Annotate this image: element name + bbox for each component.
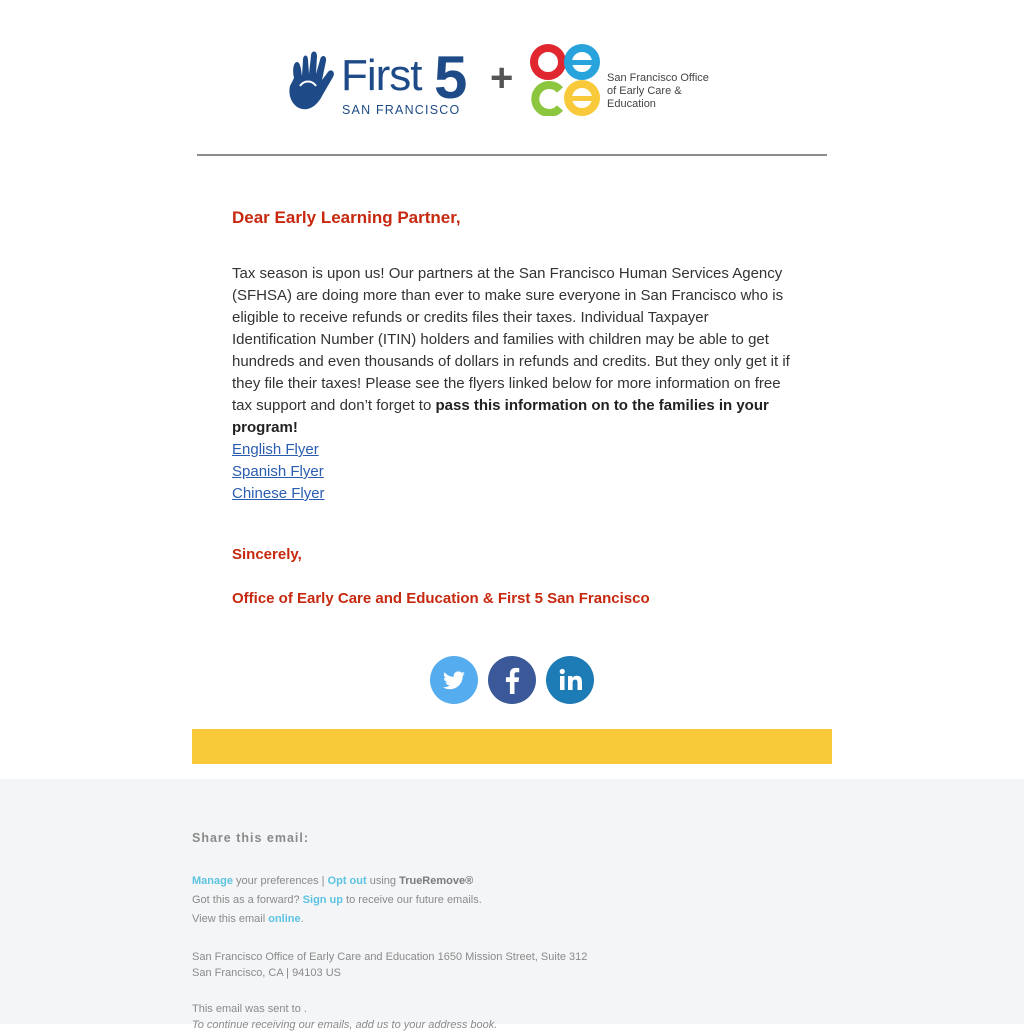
manage-link[interactable]: Manage (192, 875, 233, 887)
plus-sign: + (490, 56, 514, 100)
spanish-flyer-link[interactable]: Spanish Flyer (232, 463, 324, 480)
address-line-2: San Francisco, CA | 94103 US (192, 967, 341, 979)
twitter-button[interactable] (430, 656, 478, 704)
forward-line (192, 893, 482, 907)
first5-number: 5 (434, 44, 468, 111)
preferences-line (192, 874, 473, 888)
flyer-links (232, 439, 325, 505)
greeting: Dear Early Learning Partner, (232, 208, 461, 227)
paragraph-bold-text: pass this information on to the families in your program! (232, 397, 769, 436)
address-line-1: San Francisco Office of Early Care and Education 1650 Mission Street, Suite 312 (192, 951, 588, 963)
footer (0, 779, 1024, 1031)
paragraph-text: Tax season is upon us! Our partners at the San Francisco Human Services Agency (SFHSA) are doing more than ever to make sure everyone in San Francisco who is eligible to receive refunds or credits files their taxes. Individual Taxpayer Identification Number (ITIN) holders and families with children may be able to get hundreds and even thousands of dollars in refunds and credits. But they only get it if they file their taxes! Please see the flyers linked below for more information on free tax support and don’t forget to (232, 265, 790, 414)
opt-out-link[interactable]: Opt out (327, 875, 367, 887)
sent-to-line: This email was sent to . (192, 1003, 307, 1015)
view-prefix: View this email (192, 913, 269, 925)
signature: Office of Early Care and Education & First 5 San Francisco (232, 590, 650, 607)
oece-wordmark (607, 72, 731, 111)
closing: Sincerely, (232, 546, 302, 563)
header-divider (197, 154, 827, 156)
first5-logo (286, 44, 478, 118)
linkedin-button[interactable] (546, 656, 594, 704)
chinese-flyer-link[interactable]: Chinese Flyer (232, 485, 325, 502)
share-label: Share this email: (192, 831, 310, 845)
oece-line-1: San Francisco Office (607, 72, 709, 84)
sign-up-link[interactable]: Sign up (302, 894, 343, 906)
trueremove-text: TrueRemove® (399, 875, 474, 887)
linkedin-icon (546, 656, 594, 704)
facebook-button[interactable] (488, 656, 536, 704)
oece-logo (530, 44, 602, 116)
preferences-text: your preferences | (232, 875, 328, 887)
social-links (430, 656, 595, 704)
first5-subtitle: SAN FRANCISCO (342, 103, 461, 117)
address-book-line: To continue receiving our emails, add us to your address book. (192, 1019, 498, 1031)
online-link[interactable]: online (268, 913, 301, 925)
forward-prefix: Got this as a forward? (192, 894, 303, 906)
hand-icon (286, 50, 338, 114)
view-suffix: . (300, 913, 304, 925)
view-online-line (192, 912, 304, 926)
header-logos (286, 44, 731, 118)
first5-wordmark: First (341, 51, 422, 100)
oece-line-2: of Early Care & Education (607, 85, 682, 110)
using-text: using (366, 875, 400, 887)
facebook-icon (488, 656, 536, 704)
english-flyer-link[interactable]: English Flyer (232, 441, 319, 458)
yellow-divider-bar (192, 729, 832, 764)
forward-suffix: to receive our future emails. (343, 894, 482, 906)
body-paragraph (232, 263, 797, 439)
twitter-icon (430, 656, 478, 704)
